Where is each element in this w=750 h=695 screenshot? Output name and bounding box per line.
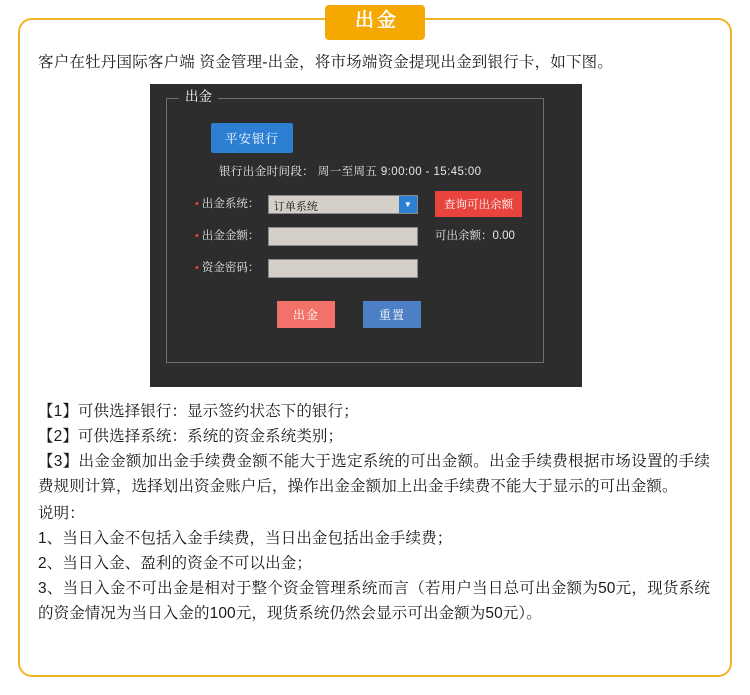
notes-section [38,399,710,627]
explanation-item-3: 3、当日入金不可出金是相对于整个资金管理系统而言（若用户当日总可出金额为50元，现货系统的资金情况为当日入金的100元，现货系统仍然会显示可出金额为50元）。 [38,580,710,623]
system-select[interactable] [268,195,418,214]
page-title-badge: 出金 [325,5,425,40]
bank-time-text: 银行出金时间段： 周一至周五 9:00:00 - 15:45:00 [219,165,482,178]
app-screenshot [150,84,582,387]
chevron-down-icon[interactable]: ▼ [399,196,417,213]
withdraw-fieldset [166,88,544,363]
bank-select-button[interactable]: 平安银行 [211,123,293,153]
note-item-3: 【3】出金金额加出金手续费金额不能大于选定系统的可出金额。出金手续费根据市场设置的手续费规则计算，选择划出资金账户后，操作出金金额加上出金手续费不能大于显示的可出金额。 [38,452,710,495]
explanation-item-1: 1、当日入金不包括入金手续费，当日出金包括出金手续费； [38,530,453,548]
intro-paragraph: 客户在牡丹国际客户端 资金管理-出金，将市场端资金提现出金到银行卡，如下图。 [38,54,614,71]
available-balance-text: 可出余额：0.00 [435,229,515,242]
password-input[interactable] [268,259,418,278]
note-item-1: 【1】可供选择银行：显示签约状态下的银行； [38,402,359,420]
system-select-value: 订单系统 [273,200,318,213]
label-amount: 出金金额： [201,230,260,243]
explanation-header: 说明： [38,505,85,522]
withdraw-submit-button[interactable]: 出金 [277,301,335,328]
reset-button[interactable]: 重置 [363,301,421,328]
note-item-2: 【2】可供选择系统：系统的资金系统类别； [38,427,344,445]
form-row-password [195,259,418,278]
label-password: 资金密码： [201,262,260,275]
required-marker: • [195,230,199,243]
content-area [38,50,714,627]
explanation-item-2: 2、当日入金、盈利的资金不可以出金； [38,555,312,573]
fieldset-legend: 出金 [179,89,218,105]
query-balance-button[interactable]: 查询可出余额 [435,191,522,217]
required-marker: • [195,198,199,211]
form-row-system [195,195,418,214]
label-system: 出金系统： [201,198,260,211]
amount-input[interactable] [268,227,418,246]
form-row-amount [195,227,418,246]
required-marker: • [195,262,199,275]
